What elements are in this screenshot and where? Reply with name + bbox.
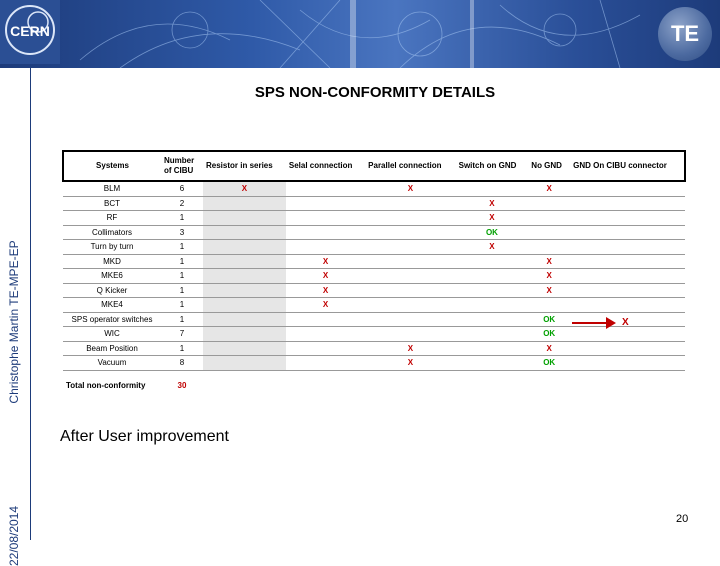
cell-nognd (528, 240, 570, 255)
author-label: Christophe Martin TE-MPE-EP (7, 240, 21, 404)
cell-resistor: X (203, 181, 286, 196)
cell-switch: X (456, 211, 529, 226)
cell-resistor (203, 269, 286, 284)
cell-selal (286, 196, 365, 211)
cell-nognd (528, 298, 570, 313)
cell-parallel: X (365, 181, 455, 196)
svg-text:CERN: CERN (10, 23, 50, 39)
system-name: MKD (63, 254, 161, 269)
cell-selal: X (286, 283, 365, 298)
total-label: Total non-conformity (66, 381, 146, 390)
system-name: BLM (63, 181, 161, 196)
header-resistor: Resistor in series (203, 151, 286, 181)
cell-parallel (365, 254, 455, 269)
cell-parallel: X (365, 341, 455, 356)
cell-parallel (365, 312, 455, 327)
cell-switch (456, 254, 529, 269)
cell-nognd: OK (528, 312, 570, 327)
header-switch: Switch on GND (456, 151, 529, 181)
cell-selal (286, 356, 365, 371)
cell-resistor (203, 327, 286, 342)
cibu-count: 1 (161, 283, 203, 298)
cell-selal (286, 225, 365, 240)
table-row (63, 225, 685, 240)
cell-switch (456, 356, 529, 371)
system-name: RF (63, 211, 161, 226)
header-number: Number of CIBU (161, 151, 203, 181)
cell-nognd: X (528, 181, 570, 196)
header-parallel: Parallel connection (365, 151, 455, 181)
system-name: Vacuum (63, 356, 161, 371)
cell-switch (456, 312, 529, 327)
cell-switch (456, 269, 529, 284)
improvement-note: After User improvement (60, 428, 229, 445)
cell-switch (456, 341, 529, 356)
slide-title: SPS NON-CONFORMITY DETAILS (254, 84, 496, 101)
system-name: MKE6 (63, 269, 161, 284)
cell-parallel: X (365, 356, 455, 371)
cell-selal: X (286, 298, 365, 313)
table-row (63, 240, 685, 255)
cell-parallel (365, 225, 455, 240)
cell-selal (286, 240, 365, 255)
total-row (63, 370, 685, 401)
cell-selal (286, 341, 365, 356)
cibu-count: 8 (161, 356, 203, 371)
cell-parallel (365, 269, 455, 284)
cell-switch: X (456, 240, 529, 255)
header-banner (0, 0, 720, 68)
cell-nognd (528, 211, 570, 226)
system-name: Beam Position (63, 341, 161, 356)
cell-selal (286, 181, 365, 196)
cell-nognd: OK (528, 356, 570, 371)
cell-resistor (203, 341, 286, 356)
cell-nognd (528, 196, 570, 211)
table-row (63, 283, 685, 298)
cibu-count: 6 (161, 181, 203, 196)
cell-resistor (203, 225, 286, 240)
cell-nognd: X (528, 269, 570, 284)
header-selal: Selal connection (286, 151, 365, 181)
cell-resistor (203, 196, 286, 211)
system-name: BCT (63, 196, 161, 211)
cell-nognd: X (528, 254, 570, 269)
nonconformity-table (62, 150, 686, 390)
cell-parallel (365, 240, 455, 255)
system-name: Turn by turn (63, 240, 161, 255)
cibu-count: 1 (161, 269, 203, 284)
cell-resistor (203, 254, 286, 269)
cell-selal (286, 327, 365, 342)
cell-switch (456, 298, 529, 313)
cell-selal: X (286, 269, 365, 284)
cell-selal (286, 211, 365, 226)
cell-selal (286, 312, 365, 327)
table-row (63, 196, 685, 211)
sidebar (0, 68, 31, 566)
cell-switch (456, 283, 529, 298)
cell-switch: X (456, 196, 529, 211)
cell-switch: OK (456, 225, 529, 240)
header-gndcibu: GND On CIBU connector (570, 151, 685, 181)
cell-resistor (203, 240, 286, 255)
cell-parallel (365, 196, 455, 211)
system-name: Q Kicker (63, 283, 161, 298)
cell-switch (456, 327, 529, 342)
cell-resistor (203, 312, 286, 327)
cibu-count: 1 (161, 341, 203, 356)
cell-switch (456, 181, 529, 196)
cell-nognd: OK (528, 327, 570, 342)
table-row (63, 356, 685, 371)
table-row (63, 298, 685, 313)
cell-parallel (365, 327, 455, 342)
cern-logo (0, 0, 60, 64)
system-name: Collimators (63, 225, 161, 240)
total-value: 30 (177, 381, 187, 390)
cell-parallel (365, 298, 455, 313)
date-label: 22/08/2014 (7, 505, 21, 566)
cibu-count: 1 (161, 298, 203, 313)
cell-resistor (203, 298, 286, 313)
header-nognd: No GND (528, 151, 570, 181)
table-row (63, 254, 685, 269)
cell-resistor (203, 356, 286, 371)
system-name: SPS operator switches (63, 312, 161, 327)
cell-selal: X (286, 254, 365, 269)
system-name: MKE4 (63, 298, 161, 313)
cell-nognd: X (528, 341, 570, 356)
table-grid (62, 150, 686, 401)
cibu-count: 1 (161, 312, 203, 327)
cibu-count: 2 (161, 196, 203, 211)
wic-gnd-cibu-mark: X (622, 317, 629, 328)
cibu-count: 3 (161, 225, 203, 240)
header-systems: Systems (63, 151, 161, 181)
banner-decoration (0, 0, 720, 68)
cell-nognd: X (528, 283, 570, 298)
cibu-count: 1 (161, 211, 203, 226)
cibu-count: 1 (161, 254, 203, 269)
table-row (63, 341, 685, 356)
table-header-row (63, 151, 685, 181)
page-number: 20 (676, 513, 689, 525)
cibu-count: 7 (161, 327, 203, 342)
cell-parallel (365, 283, 455, 298)
system-name: WIC (63, 327, 161, 342)
cell-resistor (203, 211, 286, 226)
cell-resistor (203, 283, 286, 298)
cell-parallel (365, 211, 455, 226)
te-logo: TE (658, 7, 712, 61)
cibu-count: 1 (161, 240, 203, 255)
cell-nognd (528, 225, 570, 240)
table-row (63, 269, 685, 284)
table-row (63, 211, 685, 226)
table-row (63, 181, 685, 196)
arrow-icon (572, 315, 616, 331)
